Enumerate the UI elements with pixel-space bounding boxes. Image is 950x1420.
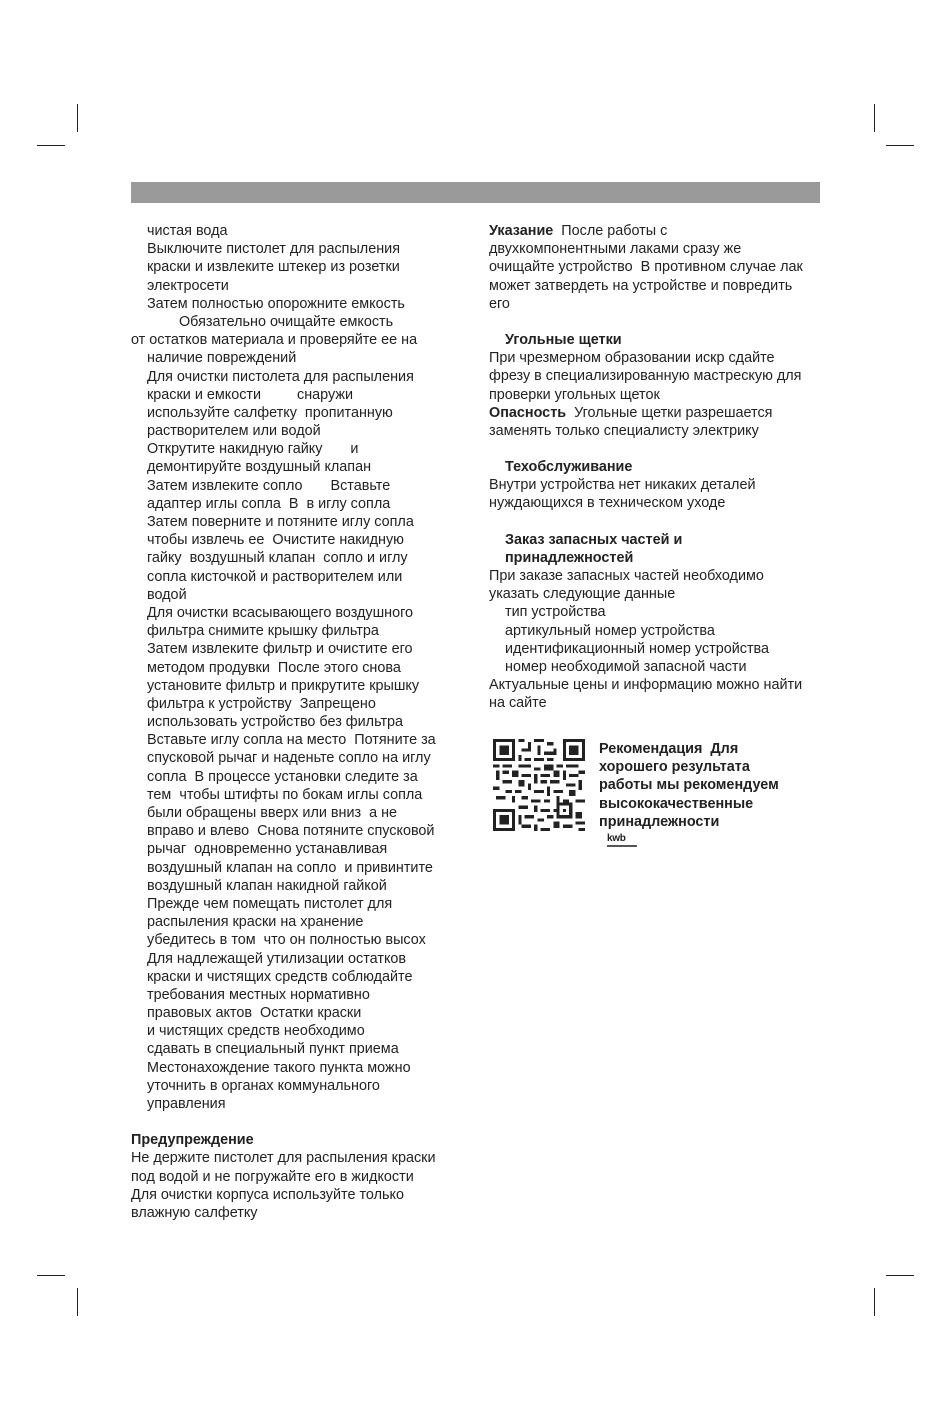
warning-line: влажную салфетку (131, 1204, 258, 1221)
text-line: краски и чистящих средств соблюдайте (131, 968, 413, 985)
text-line: электросети (131, 277, 229, 294)
text-line: Открутите накидную гайку и (131, 441, 359, 458)
parts-line: артикульный номер устройства (489, 622, 715, 639)
recommendation-line: принадлежности (599, 813, 720, 830)
text-line: фильтра снимите крышку фильтра (131, 623, 379, 640)
brushes-heading: Угольные щетки (489, 331, 622, 348)
text-line: растворителем или водой (131, 423, 321, 440)
crop-mark-top-right-vertical (874, 104, 875, 132)
note-text (489, 240, 824, 313)
warning-text (131, 1149, 466, 1222)
text-line: от остатков материала и проверяйте ее на (131, 332, 418, 349)
text-line: Местонахождение такого пункта можно (131, 1059, 411, 1076)
parts-heading-line-2: принадлежностей (489, 549, 634, 566)
parts-line: номер необходимой запасной части (489, 658, 747, 675)
text-line: рычаг одновременно устанавливая (131, 841, 388, 858)
kwb-logo-underline (607, 845, 637, 847)
text-line: Затем извлеките сопло Вставьте (131, 477, 391, 494)
qr-code-icon (493, 739, 585, 831)
text-line: Вставьте иглу сопла на место Потяните за (131, 732, 436, 749)
text-line: и чистящих средств необходимо (131, 1023, 365, 1040)
header-bar (131, 182, 820, 203)
recommendation-text (599, 740, 819, 831)
text-line: спусковой рычаг и наденьте сопло на иглу (131, 750, 431, 767)
danger-first-text: Угольные щетки разрешается (566, 404, 773, 421)
text-line: используйте салфетку пропитанную (131, 404, 393, 421)
text-line: сдавать в специальный пункт приема (131, 1041, 399, 1058)
warning-line: Для очистки корпуса используйте только (131, 1186, 404, 1203)
text-line: чистая вода (131, 223, 228, 239)
text-line: наличие повреждений (131, 350, 297, 367)
service-line: Внутри устройства нет никаких деталей (489, 477, 756, 494)
text-line: сопла кисточкой и растворителем или (131, 568, 403, 585)
parts-text (489, 567, 824, 713)
text-line: вправо и влево Снова потяните спусковой (131, 823, 435, 840)
service-line: нуждающихся в техническом уходе (489, 495, 726, 512)
text-line: чтобы извлечь ее Очистите накидную (131, 532, 404, 549)
warning-line: под водой и не погружайте его в жидкости (131, 1168, 414, 1185)
text-line: управления (131, 1096, 226, 1112)
cleaning-instructions (131, 222, 466, 1113)
parts-line: Актуальные цены и информацию можно найти (489, 677, 803, 694)
danger-label: Опасность (489, 404, 567, 421)
crop-mark-bottom-left-vertical (77, 1288, 78, 1316)
text-line: водой (131, 586, 187, 603)
text-line: адаптер иглы сопла В в иглу сопла (131, 495, 391, 512)
text-line: Для надлежащей утилизации остатков (131, 950, 407, 967)
brushes-text (489, 349, 824, 404)
parts-line: идентификационный номер устройства (489, 640, 770, 657)
crop-mark-top-right-horizontal (886, 145, 914, 146)
parts-line: При заказе запасных частей необходимо (489, 568, 764, 584)
text-line: Обязательно очищайте емкость (131, 313, 394, 330)
crop-mark-bottom-right-horizontal (886, 1275, 914, 1276)
note-label: Указание (489, 223, 554, 239)
brushes-line: фрезу в специализированную мастрескую для (489, 368, 802, 385)
note-line: может затвердеть на устройстве и повредить (489, 277, 793, 294)
warning-line: Не держите пистолет для распыления краски (131, 1150, 436, 1167)
text-line: Выключите пистолет для распыления (131, 241, 400, 258)
crop-mark-bottom-right-vertical (874, 1288, 875, 1316)
text-line: использовать устройство без фильтра (131, 714, 404, 731)
text-line: Затем полностью опорожните емкость (131, 295, 405, 312)
danger-text (489, 422, 824, 440)
brushes-line: проверки угольных щеток (489, 386, 660, 403)
text-line: правовых актов Остатки краски (131, 1005, 362, 1022)
brushes-line: При чрезмерном образовании искр сдайте (489, 350, 775, 367)
note-line: очищайте устройство В противном случае лак (489, 259, 803, 276)
right-column (489, 222, 824, 713)
parts-line: тип устройства (489, 604, 606, 621)
service-text (489, 476, 824, 512)
text-line: фильтра к устройству Запрещено (131, 695, 376, 712)
text-line: сопла В процессе установки следите за (131, 768, 418, 785)
text-line: Для очистки пистолета для распыления (131, 368, 414, 385)
text-line: убедитесь в том что он полностью высох (131, 932, 426, 949)
text-line: установите фильтр и прикрутите крышку (131, 677, 420, 694)
recommendation-line: Рекомендация Для (599, 741, 739, 757)
warning-heading: Предупреждение (131, 1132, 254, 1149)
text-line: краски и емкости снаружи (131, 386, 354, 403)
text-line: тем чтобы штифты по бокам иглы сопла (131, 786, 423, 803)
parts-line: на сайте (489, 695, 547, 712)
text-line: распыления краски на хранение (131, 914, 364, 931)
text-line: гайку воздушный клапан сопло и иглу (131, 550, 408, 567)
text-line: Затем извлеките фильтр и очистите его (131, 641, 413, 658)
kwb-logo: kwb (607, 833, 626, 844)
note-line: двухкомпонентными лаками сразу же (489, 241, 742, 258)
crop-mark-bottom-left-horizontal (37, 1275, 65, 1276)
danger-first-line (489, 404, 824, 422)
text-line: демонтируйте воздушный клапан (131, 459, 372, 476)
text-line: уточнить в органах коммунального (131, 1077, 380, 1094)
danger-line: заменять только специалисту электрику (489, 422, 759, 439)
text-line: Затем поверните и потяните иглу сопла (131, 514, 414, 530)
text-line: краски и извлеките штекер из розетки (131, 259, 400, 276)
recommendation-line: работы мы рекомендуем (599, 777, 779, 794)
recommendation-line: высококачественные (599, 795, 754, 812)
crop-mark-top-left-vertical (77, 104, 78, 132)
service-heading: Техобслуживание (489, 459, 633, 476)
text-line: были обращены вверх или вниз а не (131, 805, 398, 821)
note-first-line (489, 222, 824, 240)
note-line: его (489, 295, 510, 312)
parts-heading-line-1: Заказ запасных частей и (489, 531, 683, 548)
recommendation-line: хорошего результата (599, 759, 750, 776)
text-line: Для очистки всасывающего воздушного (131, 604, 414, 621)
text-line: требования местных нормативно (131, 986, 370, 1003)
note-first-text: После работы с (553, 223, 668, 239)
left-column (131, 222, 466, 1222)
text-line: методом продувки После этого снова (131, 659, 401, 676)
parts-line: указать следующие данные (489, 586, 676, 603)
text-line: воздушный клапан на сопло и привинтите (131, 859, 433, 876)
crop-mark-top-left-horizontal (37, 145, 65, 146)
text-line: Прежде чем помещать пистолет для (131, 895, 393, 912)
text-line: воздушный клапан накидной гайкой (131, 877, 387, 894)
